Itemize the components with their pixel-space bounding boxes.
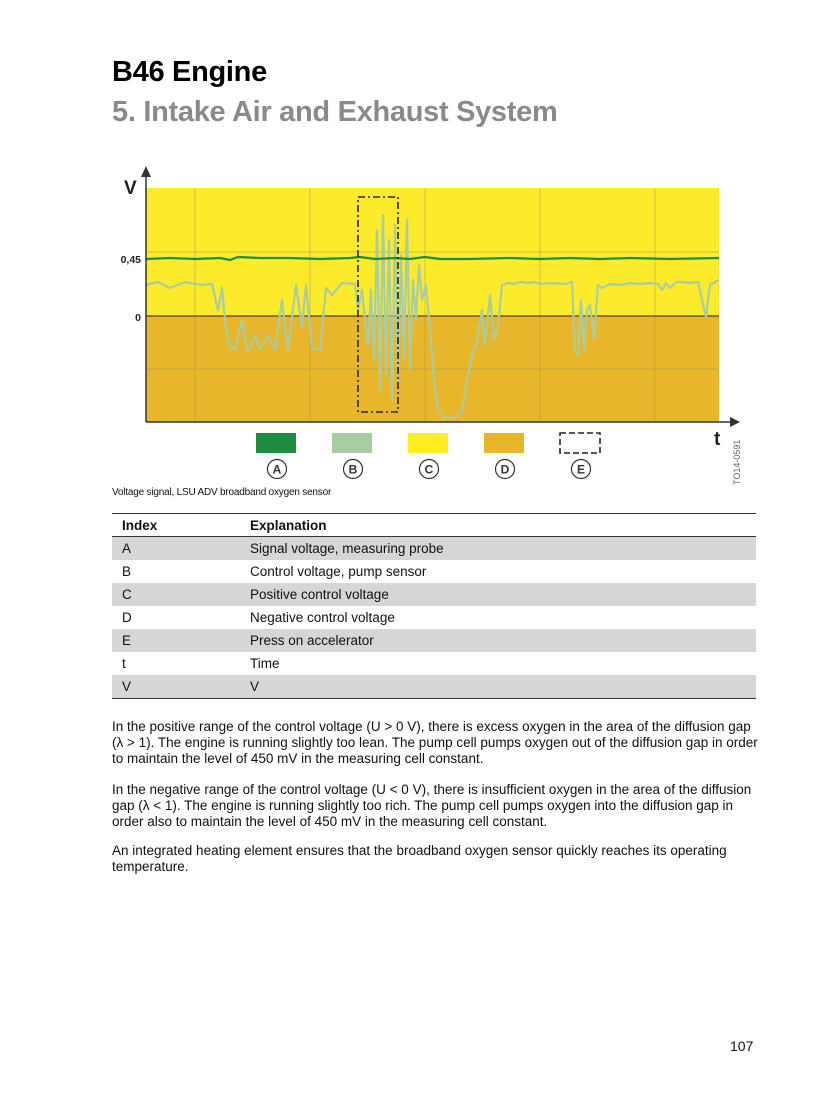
x-axis-label: t — [714, 429, 721, 450]
legend-swatch-d — [484, 433, 524, 453]
legend-swatch-a — [256, 433, 296, 453]
y-axis-label: V — [124, 178, 137, 199]
table-row — [112, 629, 756, 652]
page-title: B46 Engine — [112, 56, 267, 88]
index-cell: A — [112, 537, 240, 561]
figure-caption: Voltage signal, LSU ADV broadband oxygen sensor — [112, 487, 332, 498]
explanation-cell: Press on accelerator — [240, 629, 756, 652]
legend-letter-b: B — [348, 462, 358, 477]
tick-label-0: 0 — [135, 312, 141, 324]
legend-swatch-b — [332, 433, 372, 453]
index-table — [112, 513, 756, 699]
explanation-cell: Time — [250, 656, 280, 671]
explanation-cell: Positive control voltage — [240, 583, 756, 606]
column-header-explanation: Explanation — [240, 514, 756, 537]
legend-letter-a: A — [272, 462, 282, 477]
column-header-index: Index — [112, 514, 240, 537]
paragraph-negative-range: In the negative range of the control voltage (U < 0 V), there is insufficient oxygen in the area of the diffusion gap (λ < 1). The engine is running slightly too rich. The pump cell pumps oxygen into the diffusion gap in order also to maintain the level of 450 mV in the measuring cell constant. — [112, 782, 752, 829]
index-cell: E — [112, 629, 240, 652]
index-cell: D — [122, 610, 132, 625]
table-row — [112, 606, 756, 629]
section-subtitle: 5. Intake Air and Exhaust System — [112, 96, 558, 128]
paragraph-heating-element: An integrated heating element ensures that the broadband oxygen sensor quickly reaches its operating temperature. — [112, 843, 727, 874]
table-header-row — [112, 514, 756, 537]
table-row — [112, 675, 756, 699]
index-cell: B — [122, 564, 132, 579]
table-row — [112, 537, 756, 561]
legend-swatch-c — [408, 433, 448, 453]
figure-code: TO14-0591 — [732, 439, 742, 485]
index-cell: t — [122, 656, 126, 671]
explanation-cell: V — [240, 675, 756, 699]
explanation-cell: Negative control voltage — [250, 610, 395, 625]
legend-letter-c: C — [424, 462, 434, 477]
table-row — [112, 560, 756, 583]
table-row — [112, 652, 756, 675]
legend-letter-e: E — [576, 462, 586, 477]
voltage-signal-figure — [110, 160, 760, 485]
explanation-cell: Control voltage, pump sensor — [250, 564, 427, 579]
paragraph-positive-range: In the positive range of the control voltage (U > 0 V), there is excess oxygen in the area of the diffusion gap (λ > 1). The engine is running slightly too lean. The pump cell pumps oxygen out of the diffusion gap in order to maintain the level of 450 mV in the measuring cell constant. — [112, 719, 758, 766]
tick-label-045: 0,45 — [120, 254, 141, 266]
index-cell: V — [112, 675, 240, 699]
explanation-cell: Signal voltage, measuring probe — [240, 537, 756, 561]
legend — [256, 433, 600, 479]
table-row — [112, 583, 756, 606]
legend-letter-d: D — [500, 462, 510, 477]
page-number: 107 — [730, 1038, 754, 1054]
legend-swatch-e — [560, 433, 600, 453]
index-cell: C — [112, 583, 240, 606]
